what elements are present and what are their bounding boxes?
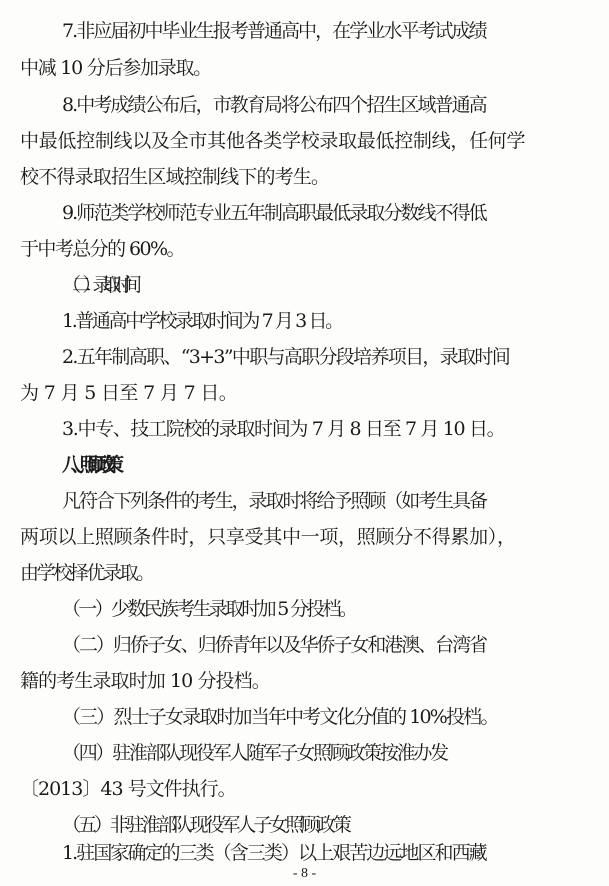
text-line: 为 7 月 5 日至 7 月 7 日。: [20, 382, 238, 404]
text-line: 7.非应届初中毕业生报考普通高中，在学业水平考试成绩: [62, 20, 486, 42]
text-line: 校不得录取招生区域控制线下的考生。: [20, 166, 330, 188]
text-line: 8.中考成绩公布后，市教育局将公布四个招生区域普通高: [62, 94, 486, 116]
text-line: 籍的考生录取时加 10 分投档。: [20, 670, 270, 692]
text-line: （三）烈士子女录取时加当年中考文化分值的 10%投档。: [62, 706, 498, 728]
chapter-heading: 八、照顾政策: [62, 454, 114, 476]
text-line: 中减 10 分后参加录取。: [20, 57, 212, 79]
text-line: （四）驻淮部队现役军人随军子女照顾政策按淮办发: [62, 742, 447, 764]
text-line: （一）少数民族考生录取时加 5 分投档。: [62, 598, 356, 620]
text-line: 两项以上照顾条件时，只享受其中一项，照顾分不得累加），: [20, 526, 516, 548]
page-number: - 8 -: [292, 866, 317, 881]
section-heading: （五）非驻淮部队现役军人子女照顾政策: [62, 814, 349, 836]
text-line: 中最低控制线以及全市其他各类学校录取最低控制线，任何学: [20, 130, 526, 152]
text-line: 2.五年制高职、“3+3”中职与高职分段培养项目，录取时间: [62, 346, 510, 368]
text-line: （二）归侨子女、归侨青年以及华侨子女和港澳、台湾省: [62, 634, 487, 656]
text-line: 〔2013〕43 号文件执行。: [20, 778, 236, 800]
section-heading: （二）录取时间: [62, 274, 134, 296]
text-line: 由学校择优录取。: [20, 562, 153, 584]
text-line: 凡符合下列条件的考生，录取时将给予照顾（如考生具备: [62, 490, 487, 512]
text-line: 于中考总分的 60%。: [20, 238, 184, 260]
text-line: 1.驻国家确定的三类（含三类）以上艰苦边远地区和西藏: [62, 842, 486, 864]
text-line: 3.中专、技工院校的录取时间为 7 月 8 日至 7 月 10 日。: [62, 418, 505, 440]
text-line: 9.师范类学校师范专业五年制高职最低录取分数线不得低: [62, 202, 486, 224]
text-line: 1.普通高中学校录取时间为 7 月 3 日。: [62, 310, 342, 332]
